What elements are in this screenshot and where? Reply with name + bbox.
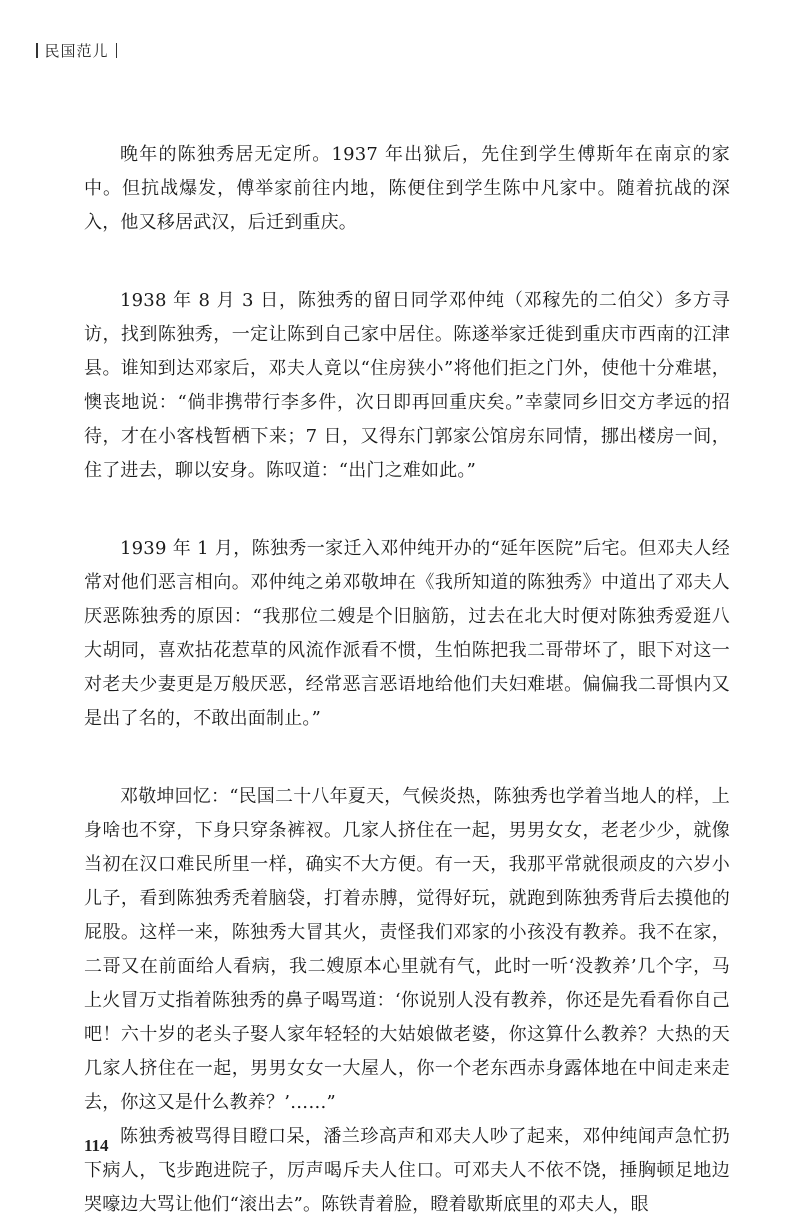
paragraph-4: 邓敬坤回忆：“民国二十八年夏天，气候炎热，陈独秀也学着当地人的样，上身啥也不穿，下身只穿条裤衩。几家人挤住在一起，男男女女，老老少少，就像当初在汉口难民所里一样，确实不大方便。有一天，我那平常就很顽皮的六岁小儿子，看到陈独秀秃着脑袋，打着赤膊，觉得好玩，就跑到陈独秀背后去摸他的屁股。这样一来，陈独秀大冒其火，责怪我们邓家的小孩没有教养。我不在家，二哥又在前面给人看病，我二嫂原本心里就有气，此时一听‘没教养’几个字，马上火冒万丈指着陈独秀的鼻子喝骂道：‘你说别人没有教养，你还是先看看你自己吧！六十岁的老头子娶人家年轻轻的大姑娘做老婆，你这算什么教养？大热的天几家人挤住在一起，男男女女一大屋人，你一个老东西赤身露体地在中间走来走去，你这又是什么教养？’……” <box>84 786 730 1113</box>
header-right-rule <box>116 43 118 58</box>
paragraph-3: 1939 年 1 月，陈独秀一家迁入邓仲纯开办的“延年医院”后宅。但邓夫人经常对他们恶言相向。邓仲纯之弟邓敬坤在《我所知道的陈独秀》中道出了邓夫人厌恶陈独秀的原因：“我那位二嫂是个旧脑筋，过去在北大时便对陈独秀爱逛八大胡同，喜欢拈花惹草的风流作派看不惯，生怕陈把我二哥带坏了，眼下对这一对老夫少妻更是万般厌恶，经常恶言恶语地给他们夫妇难堪。偏偏我二哥惧内又是出了名的，不敢出面制止。” <box>84 538 730 729</box>
book-title: 民国范儿 <box>44 42 109 60</box>
page-number: 114 <box>84 1136 109 1155</box>
paragraph-5: 陈独秀被骂得目瞪口呆，潘兰珍高声和邓夫人吵了起来，邓仲纯闻声急忙扔下病人，飞步跑进院子，厉声喝斥夫人住口。可邓夫人不依不饶，捶胸顿足地边哭嚎边大骂让他们“滚出去”。陈铁青着脸，瞪着歇斯底里的邓夫人，眼 <box>84 1126 730 1215</box>
running-header <box>36 40 117 61</box>
paragraph-1: 晚年的陈独秀居无定所。1937 年出狱后，先住到学生傅斯年在南京的家中。但抗战爆发，傅举家前往内地，陈便住到学生陈中凡家中。随着抗战的深入，他又移居武汉，后迁到重庆。 <box>84 144 730 233</box>
paragraph-2: 1938 年 8 月 3 日，陈独秀的留日同学邓仲纯（邓稼先的二伯父）多方寻访，找到陈独秀，一定让陈到自己家中居住。陈遂举家迁徙到重庆市西南的江津县。谁知到达邓家后，邓夫人竟以“住房狭小”将他们拒之门外，使他十分难堪，懊丧地说：“倘非携带行李多件，次日即再回重庆矣。”幸蒙同乡旧交方孝远的招待，才在小客栈暂栖下来；7 日，又得东门郭家公馆房东同情，挪出楼房一间，住了进去，聊以安身。陈叹道：“出门之难如此。” <box>84 290 730 481</box>
page-body <box>84 138 730 1222</box>
header-left-rule <box>36 43 38 58</box>
